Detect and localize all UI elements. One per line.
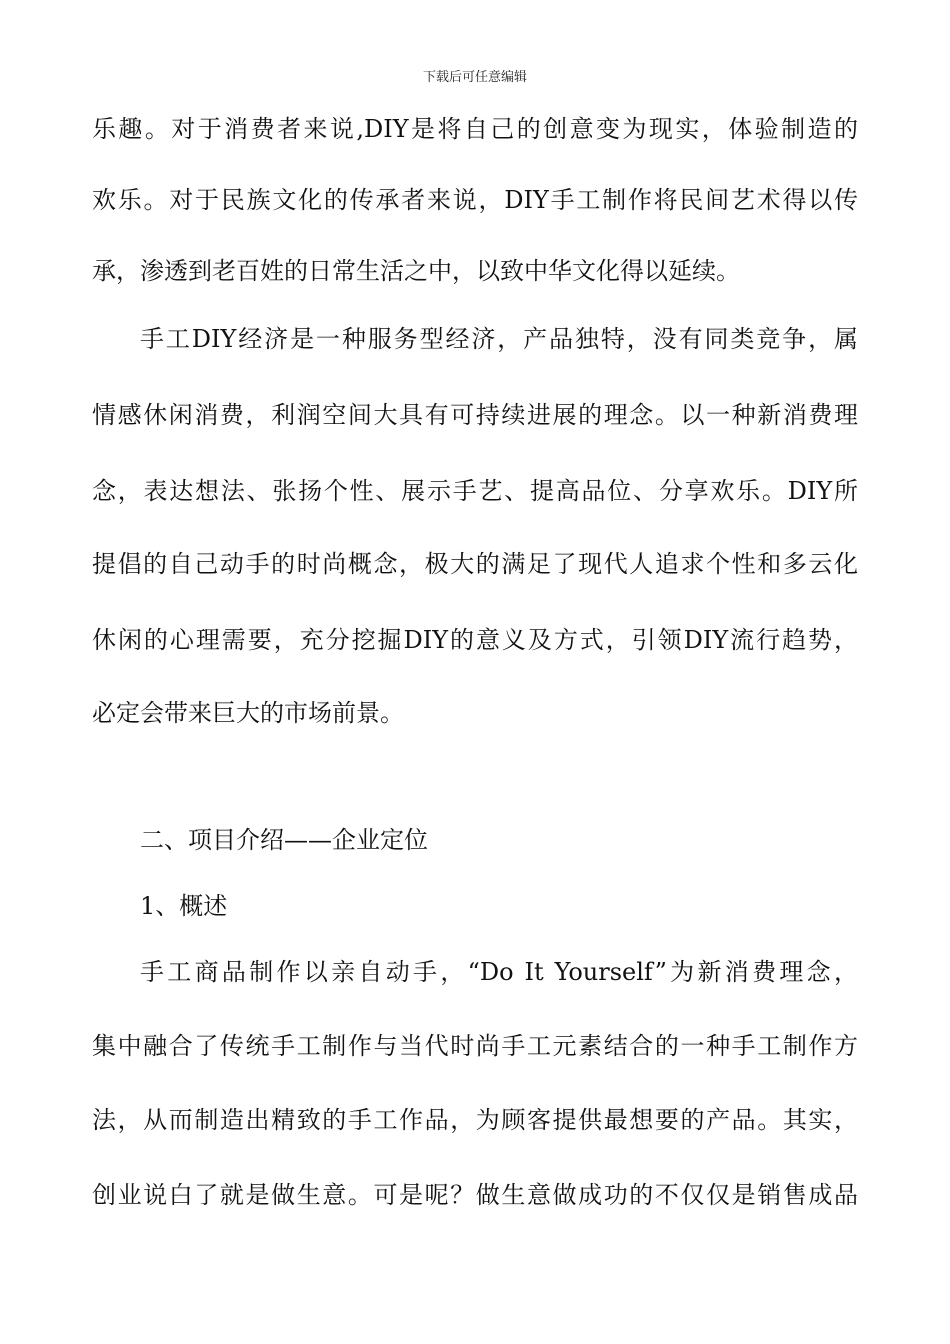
paragraph-2-line-6: 必定会带来巨大的市场前景。 (92, 699, 404, 727)
paragraph-1-line-3: 承，渗透到老百姓的日常生活之中，以致中华文化得以延续。 (92, 257, 740, 285)
paragraph-1-line-2: 欢乐。对于民族文化的传承者来说，DIY手工制作将民间艺术得以传 (92, 186, 858, 214)
paragraph-2-line-3: 念，表达想法、张扬个性、展示手艺、提高品位、分享欢乐。DIY所 (92, 477, 858, 505)
page-header: 下载后可任意编辑 (422, 70, 527, 85)
subsection-heading: 1、概述 (140, 892, 228, 920)
paragraph-3-line-3: 法，从而制造出精致的手工作品，为顾客提供最想要的产品。其实， (92, 1106, 858, 1134)
paragraph-1-line-1: 乐趣。对于消费者来说,DIY是将自己的创意变为现实，体验制造的 (92, 115, 858, 143)
paragraph-2-line-5: 休闲的心理需要，充分挖掘DIY的意义及方式，引领DIY流行趋势， (92, 626, 858, 654)
paragraph-2-line-2: 情感休闲消费，利润空间大具有可持续进展的理念。以一种新消费理 (92, 401, 858, 429)
paragraph-3-line-4: 创业说白了就是做生意。可是呢？做生意做成功的不仅仅是销售成品 (92, 1181, 858, 1209)
paragraph-3-line-2: 集中融合了传统手工制作与当代时尚手工元素结合的一种手工制作方 (92, 1032, 858, 1060)
paragraph-2-line-4: 提倡的自己动手的时尚概念，极大的满足了现代人追求个性和多云化 (92, 550, 858, 578)
section-heading: 二、项目介绍——企业定位 (140, 826, 428, 854)
paragraph-3-line-1: 手工商品制作以亲自动手，“Do It Yourself”为新消费理念， (140, 958, 858, 986)
paragraph-2-line-1: 手工DIY经济是一种服务型经济，产品独特，没有同类竞争，属 (140, 325, 858, 353)
